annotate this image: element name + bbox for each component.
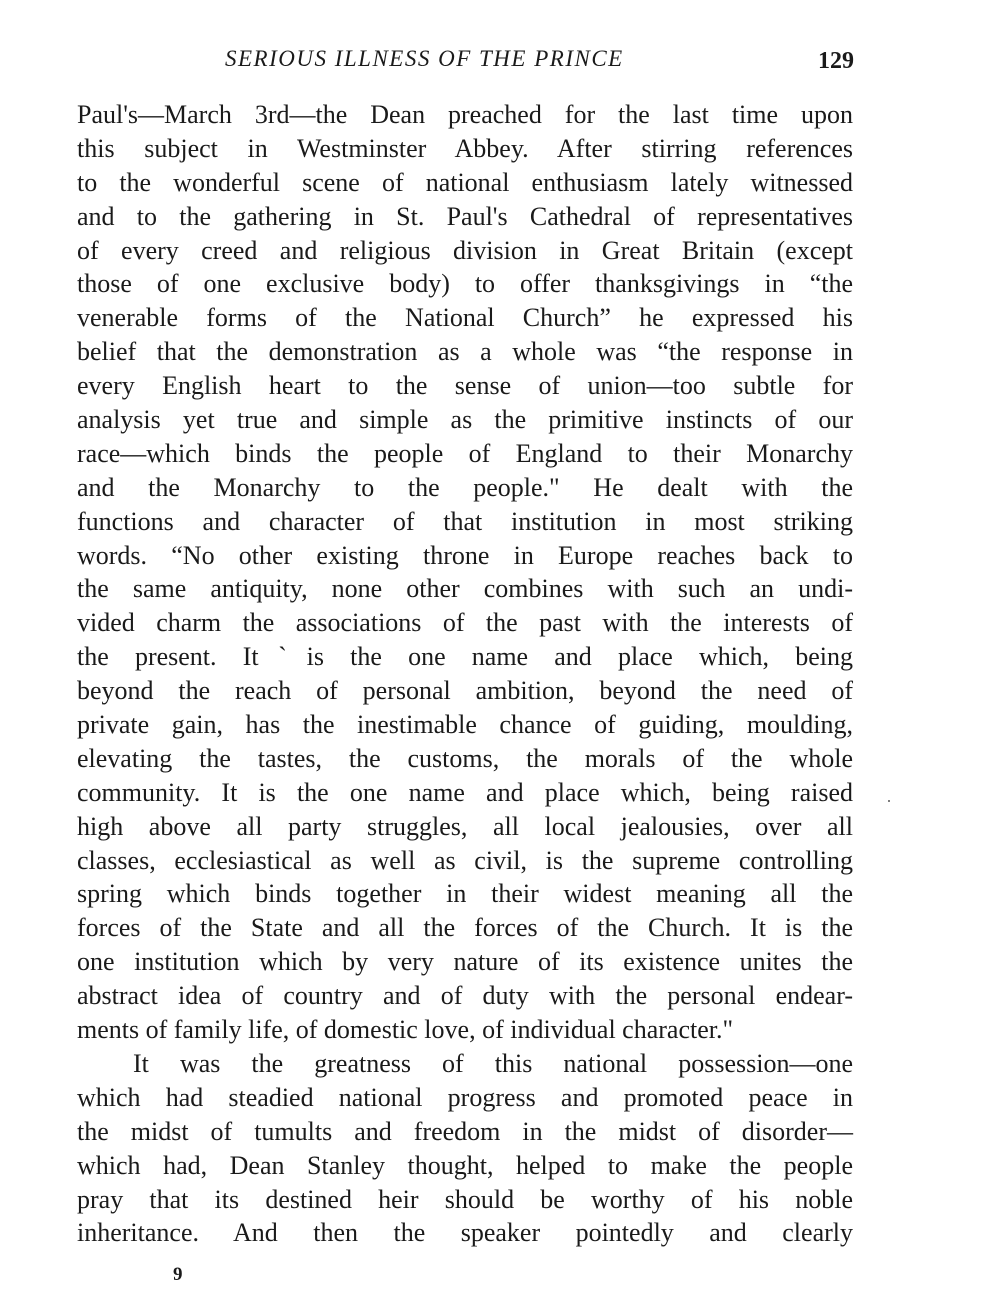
text-line: high above all party struggles, all local jealousies, over all [77, 811, 853, 841]
text-line: classes, ecclesiastical as well as civil, is the supreme controlling [77, 845, 853, 875]
text-line: functions and character of that institution in most striking [77, 506, 853, 536]
text-line: one institution which by very nature of its existence unites the [77, 947, 853, 977]
text-line: ments of family life, of domestic love, of individual character." [77, 1015, 734, 1045]
text-line: elevating the tastes, the customs, the morals of the whole [77, 743, 853, 773]
text-line: every English heart to the sense of union—too subtle for [77, 371, 853, 401]
text-line: which had steadied national progress and promoted peace in [77, 1082, 853, 1112]
text-line: which had, Dean Stanley thought, helped to make the people [77, 1150, 853, 1180]
page-number: 129 [818, 48, 854, 74]
text-line: pray that its destined heir should be worthy of his noble [77, 1184, 853, 1214]
text-line: race—which binds the people of England to their Monarchy [77, 438, 853, 468]
text-line: the midst of tumults and freedom in the midst of disorder— [77, 1116, 853, 1146]
paragraph-first-line: It was the greatness of this national possession—one [133, 1048, 853, 1078]
text-line: to the wonderful scene of national enthusiasm lately witnessed [77, 167, 853, 197]
running-title: SERIOUS ILLNESS OF THE PRINCE [225, 46, 624, 71]
text-line: the same antiquity, none other combines with such an undi- [77, 574, 853, 604]
text-line: of every creed and religious division in Great Britain (except [77, 235, 853, 265]
text-line: analysis yet true and simple as the primitive instincts of our [77, 405, 853, 435]
text-line: community. It is the one name and place which, being raised [77, 777, 853, 807]
text-line: words. “No other existing throne in Europe reaches back to [77, 540, 853, 570]
ink-speck [888, 800, 890, 802]
running-header [0, 46, 1000, 78]
text-line: and to the gathering in St. Paul's Cathedral of representatives [77, 201, 853, 231]
text-line: forces of the State and all the forces of the Church. It is the [77, 913, 853, 943]
text-line: those of one exclusive body) to offer thanksgivings in “the [77, 269, 853, 299]
text-line: spring which binds together in their widest meaning all the [77, 879, 853, 909]
text-line: belief that the demonstration as a whole was “the response in [77, 337, 853, 367]
text-line: inheritance. And then the speaker pointedly and clearly [77, 1218, 853, 1248]
body-text [77, 98, 853, 1250]
text-line: the present. Itˋis the one name and place which, being [77, 642, 853, 672]
text-line: abstract idea of country and of duty with the personal endear- [77, 981, 853, 1011]
signature-mark: 9 [173, 1264, 183, 1285]
text-line: private gain, has the inestimable chance of guiding, moulding, [77, 710, 853, 740]
text-line: this subject in Westminster Abbey. After stirring references [77, 133, 853, 163]
text-line: beyond the reach of personal ambition, beyond the need of [77, 676, 853, 706]
text-line: venerable forms of the National Church” he expressed his [77, 303, 853, 333]
text-line: and the Monarchy to the people." He dealt with the [77, 472, 853, 502]
text-line: Paul's—March 3rd—the Dean preached for the last time upon [77, 100, 853, 129]
text-line: vided charm the associations of the past with the interests of [77, 608, 853, 638]
